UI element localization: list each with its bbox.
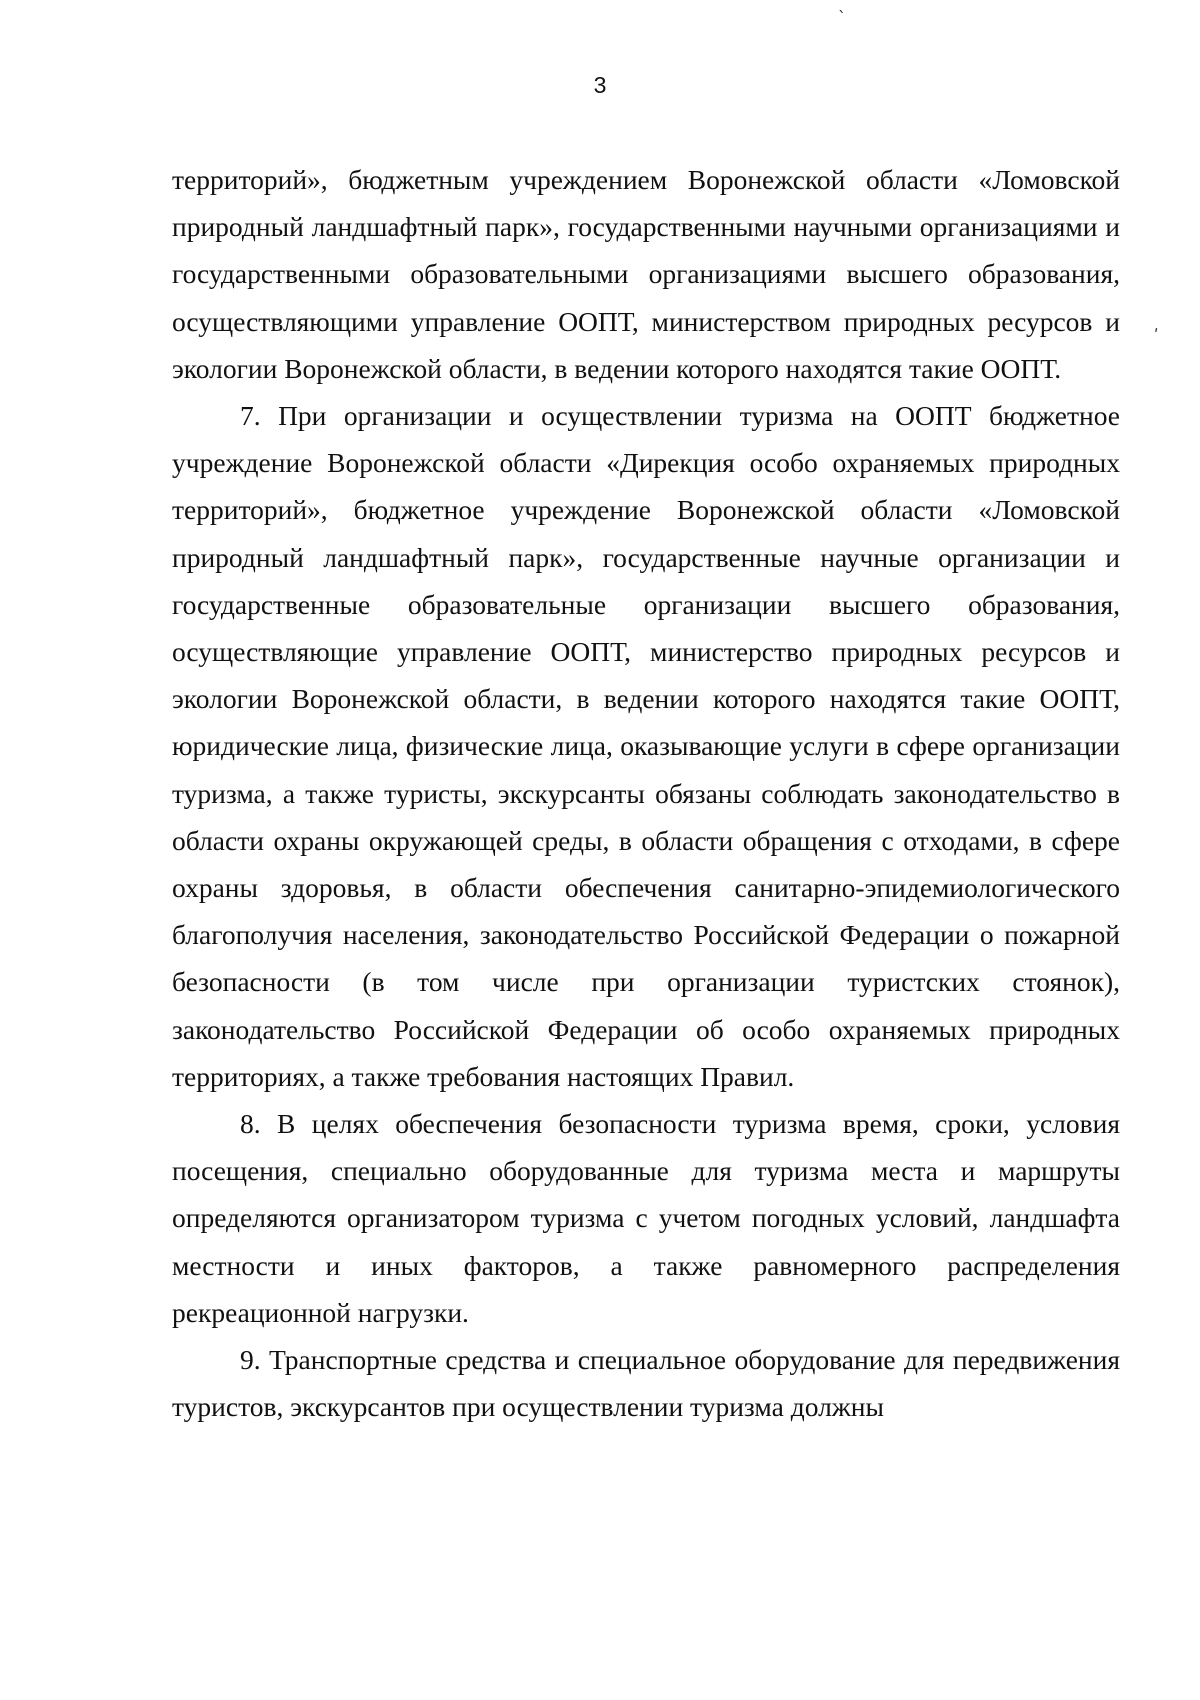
document-body [172, 156, 1120, 1430]
scan-speck-top: ` [838, 8, 846, 27]
scan-speck-right: ʹ [1154, 326, 1159, 345]
paragraph-9: 9. Транспортные средства и специальное оборудование для передвижения туристов, экскурсантов при осуществлении туризма должны [172, 1344, 1120, 1423]
paragraph-continuation: территорий», бюджетным учреждением Воронежской области «Ломовской природный ландшафтный парк», государственными научными организациями и государственными образовательными организациями высшего образования, осуществляющими управление ООПТ, министерством природных ресурсов и экологии Воронежской области, в ведении которого находятся такие ООПТ. [172, 164, 1120, 384]
paragraph-8: 8. В целях обеспечения безопасности туризма время, сроки, условия посещения, специально оборудованные для туризма места и маршруты определяются организатором туризма с учетом погодных условий, ландшафта местности и иных факторов, а также равномерного распределения рекреационной нагрузки. [172, 1108, 1120, 1328]
page-number: 3 [593, 72, 607, 98]
paragraph-7: 7. При организации и осуществлении туризма на ООПТ бюджетное учреждение Воронежской области «Дирекция особо охраняемых природных территорий», бюджетное учреждение Воронежской области «Ломовской природный ландшафтный парк», государственные научные организации и государственные образовательные организации высшего образования, осуществляющие управление ООПТ, министерство природных ресурсов и экологии Воронежской области, в ведении которого находятся такие ООПТ, юридические лица, физические лица, оказывающие услуги в сфере организации туризма, а также туристы, экскурсанты обязаны соблюдать законодательство в области охраны окружающей среды, в области обращения с отходами, в сфере охраны здоровья, в области обеспечения санитарно-эпидемиологического благополучия населения, законодательство Российской Федерации о пожарной безопасности (в том числе при организации туристских стоянок), законодательство Российской Федерации об особо охраняемых природных территориях, а также требования настоящих Правил. [172, 400, 1120, 1092]
